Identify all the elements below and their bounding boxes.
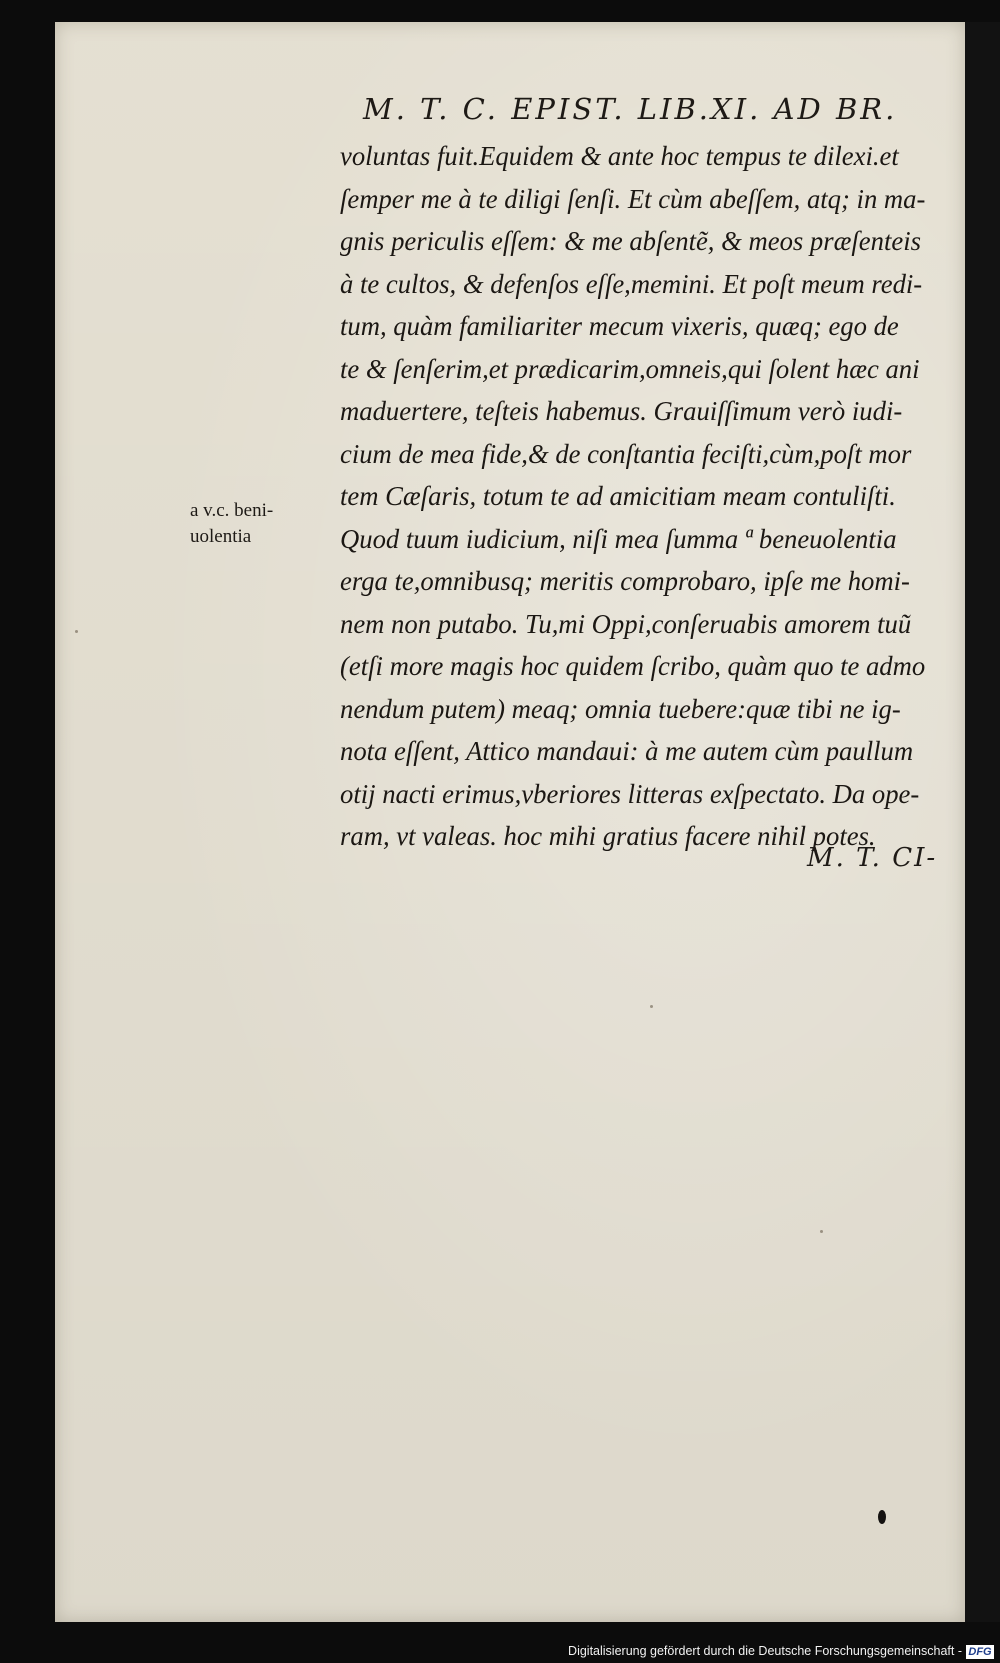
text-line: gnis periculis eſſem: & me abſentẽ, & meos præſenteis xyxy=(340,225,921,256)
text-line: Quod tuum iudicium, niſi mea ſumma ª beneuolentia xyxy=(340,522,897,554)
text-line: tum, quàm familiariter mecum vixeris, quæq; ego de xyxy=(340,310,899,341)
text-line: nendum putem) meaq; omnia tuebere:quæ tibi ne ig- xyxy=(340,692,901,724)
text-line: erga te,omnibusq; meritis comprobaro, ipſe me homi- xyxy=(340,565,910,596)
text-line: (etſi more magis hoc quidem ſcribo, quàm quo te admo xyxy=(340,650,926,681)
ink-blot xyxy=(878,1510,886,1524)
text-line: ſemper me à te diligi ſenſi. Et cùm abeſſem, atq; in ma- xyxy=(340,182,926,214)
text-line: ram, vt valeas. hoc mihi gratius facere nihil potes. xyxy=(340,820,876,851)
digitization-footer xyxy=(0,1642,1000,1663)
funding-credit: Digitalisierung gefördert durch die Deutsche Forschungsgemeinschaft - xyxy=(568,1644,962,1658)
running-head: M. T. C. EPIST. LIB.XI. AD BR. xyxy=(363,92,898,126)
marginal-note-line: uolentia xyxy=(190,526,252,547)
text-line: te & ſenſerim,et prædicarim,omneis,qui ſolent hæc ani xyxy=(340,352,920,384)
paper-speck xyxy=(650,1005,653,1008)
text-line: à te cultos, & defenſos eſſe,memini. Et poſt meum redi- xyxy=(340,267,923,299)
marginal-note-line: a v.c. beni- xyxy=(190,500,274,521)
text-line: maduertere, teſteis habemus. Grauiſſimum verò iudi- xyxy=(340,395,903,426)
text-line: otij nacti erimus,vberiores litteras exſpectato. Da ope- xyxy=(340,777,920,809)
text-line: tem Cæſaris, totum te ad amicitiam meam contuliſti. xyxy=(340,480,896,511)
text-line: cium de mea fide,& de conſtantia feciſti,cùm,poſt mor xyxy=(340,437,912,469)
paper-speck xyxy=(820,1230,823,1233)
text-line: voluntas fuit.Equidem & ante hoc tempus te dilexi.et xyxy=(340,140,899,171)
text-line: nem non putabo. Tu,mi Oppi,conſeruabis amorem tuũ xyxy=(340,607,912,639)
dfg-logo-icon: DFG xyxy=(966,1645,994,1659)
catchword: M. T. CI- xyxy=(807,843,938,873)
letter-body xyxy=(340,135,990,858)
marginal-note xyxy=(190,498,330,550)
paper-speck xyxy=(75,630,78,633)
text-line: nota eſſent, Attico mandaui: à me autem cùm paullum xyxy=(340,735,914,766)
